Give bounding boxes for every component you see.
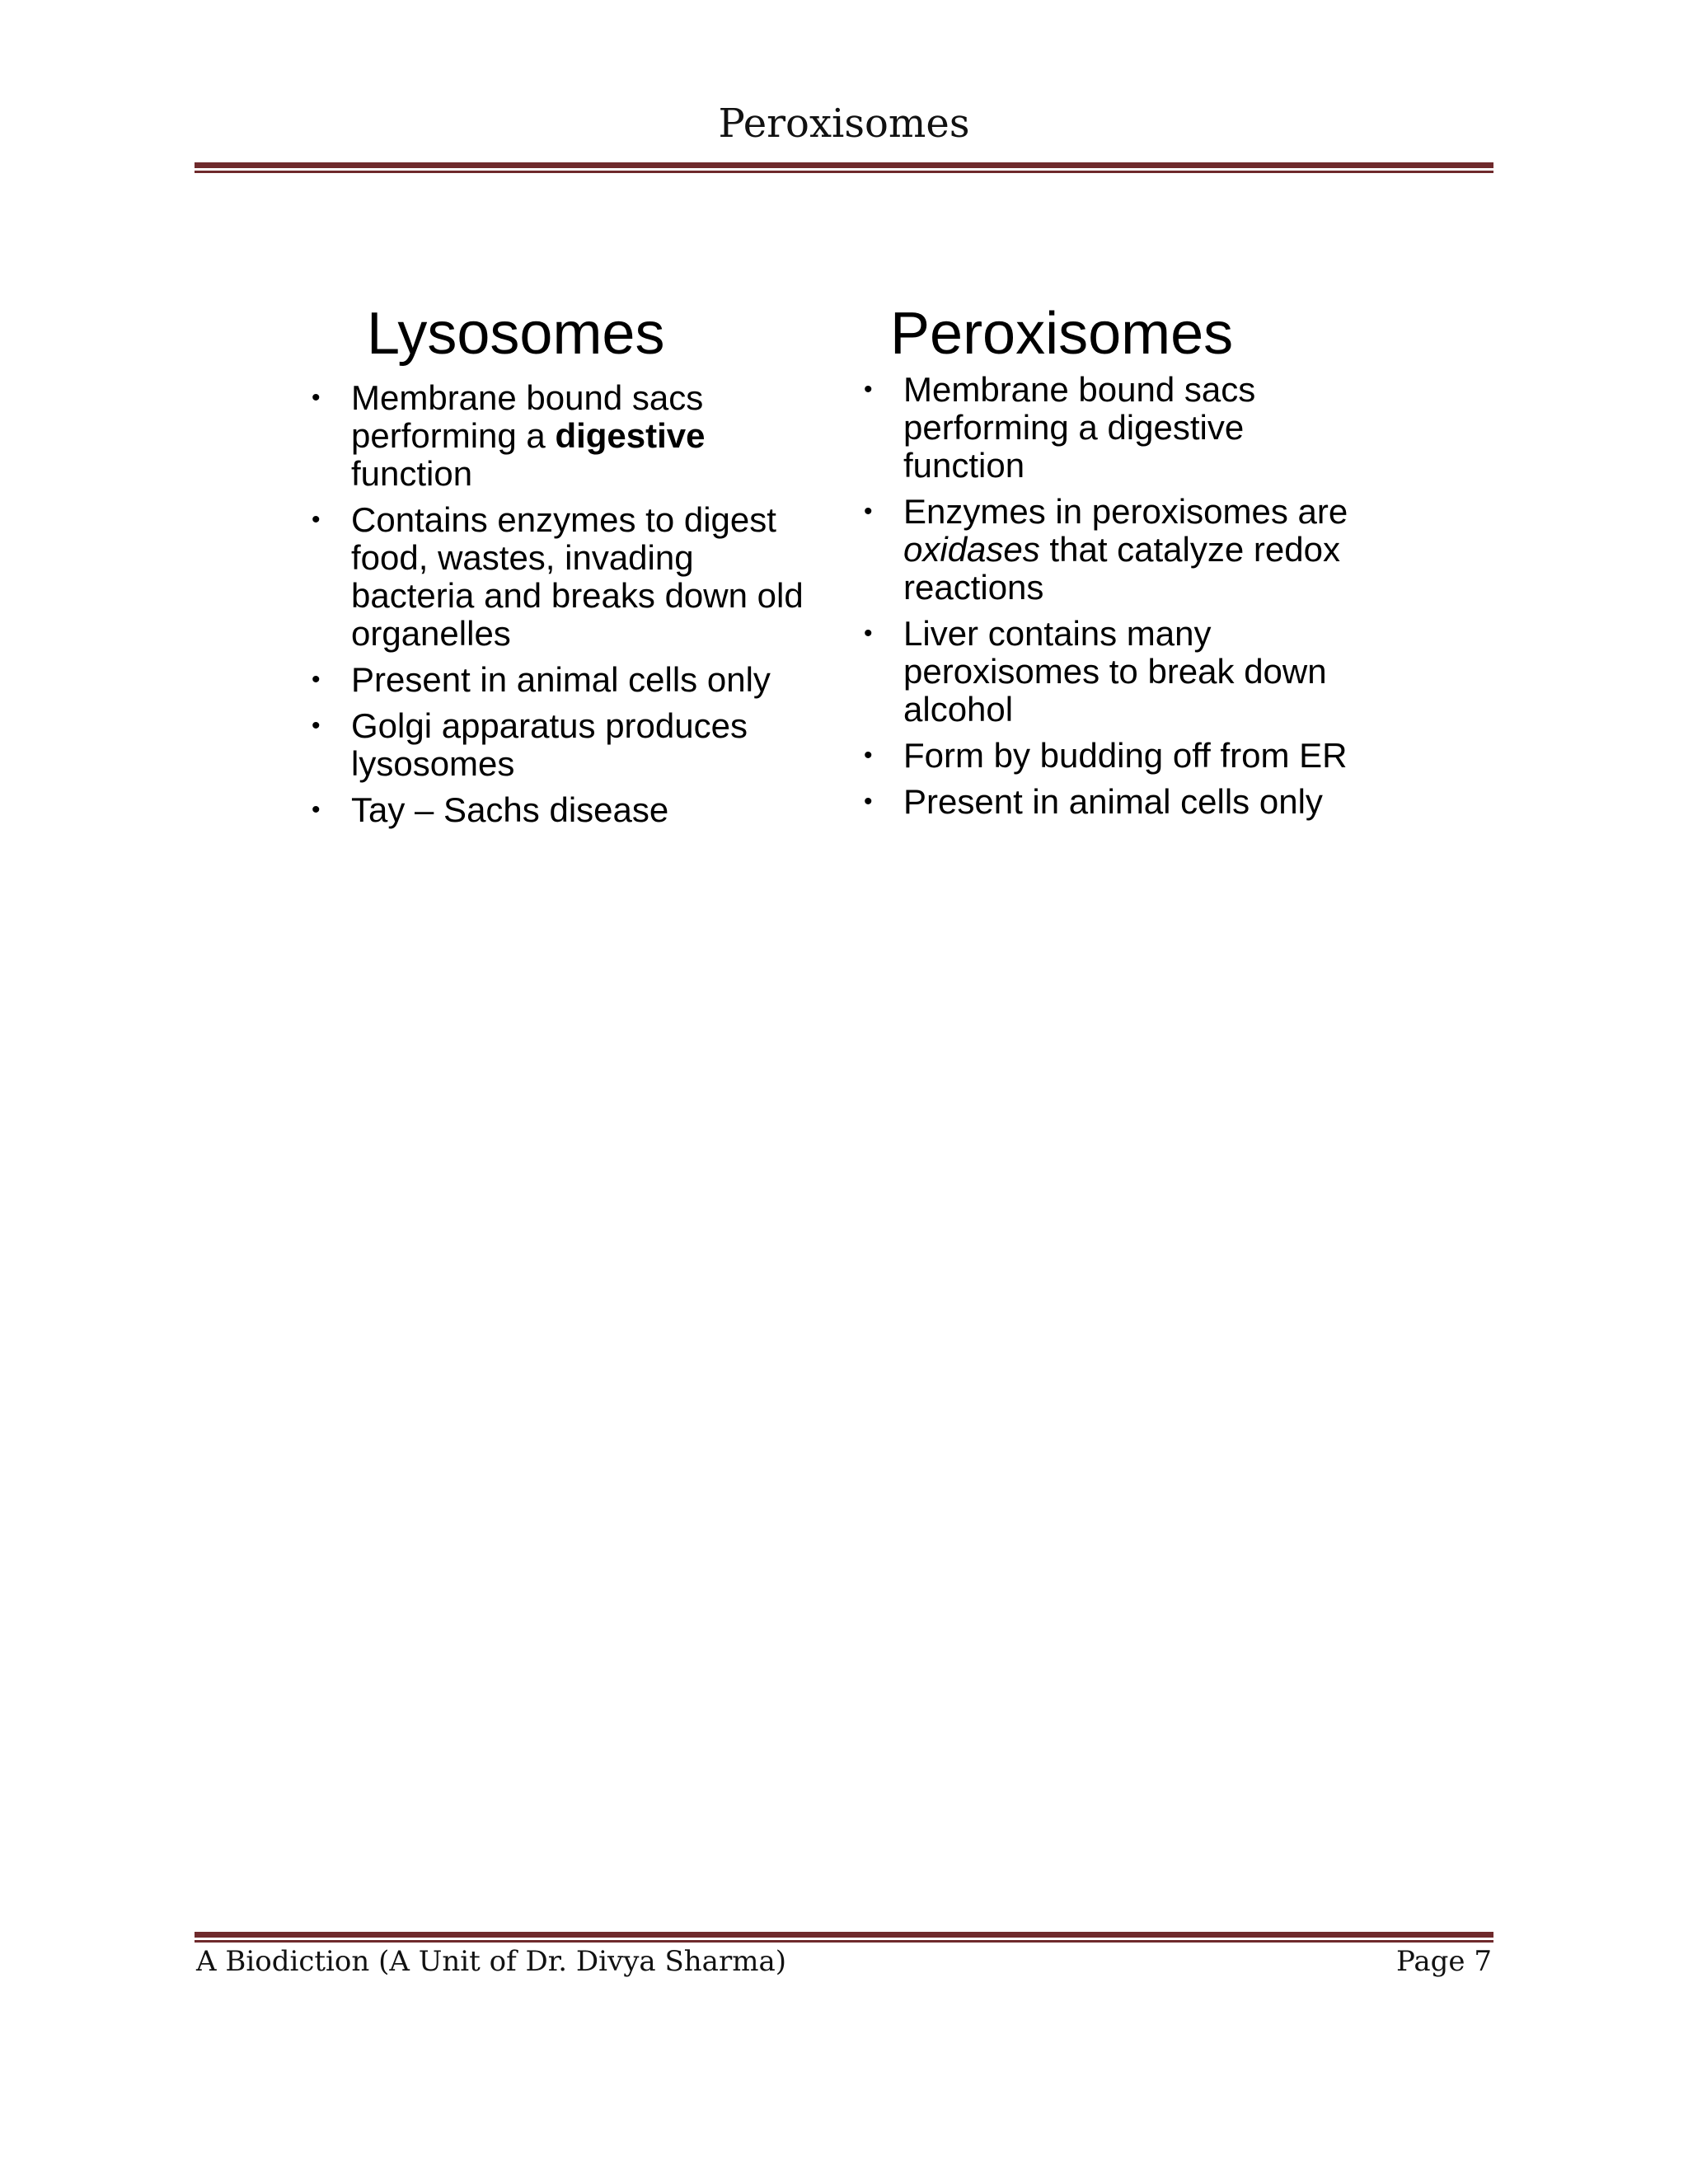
bullet-icon: • (312, 384, 321, 411)
footer-publisher: A Biodiction (A Unit of Dr. Divya Sharma) (196, 1945, 786, 1978)
bullet-icon: • (864, 620, 873, 647)
bullet-text: Golgi apparatus produces lysosomes (351, 706, 748, 783)
list-item (305, 661, 816, 699)
bullet-icon: • (864, 788, 873, 815)
comparison-slide-image (305, 297, 1368, 948)
bullet-icon: • (864, 742, 873, 769)
bullet-text: Liver contains many peroxisomes to break down alcohol (903, 614, 1327, 729)
bullet-text: Present in animal cells only (903, 782, 1323, 821)
bullet-text: Form by budding off from ER (903, 736, 1348, 775)
list-item (305, 707, 816, 783)
bullet-text: Enzymes in peroxisomes are oxidases that catalyze redox reactions (903, 492, 1348, 607)
page-number: Page 7 (1396, 1945, 1492, 1978)
bullet-icon: • (312, 666, 321, 693)
lysosomes-bullet-list (305, 379, 816, 837)
header-rule (195, 162, 1493, 173)
emphasis-text: oxidases (903, 530, 1040, 569)
bullet-icon: • (312, 796, 321, 823)
bullet-text: Contains enzymes to digest food, wastes, invading bacteria and breaks down old organelles (351, 500, 804, 653)
bullet-text: Membrane bound sacs performing a digestive function (351, 378, 706, 493)
bullet-text: Present in animal cells only (351, 660, 771, 699)
bullet-icon: • (864, 376, 873, 403)
bullet-text: Membrane bound sacs performing a digestive function (903, 370, 1256, 485)
list-item (857, 737, 1360, 775)
emphasis-text: digestive (555, 416, 706, 455)
bullet-text: Tay – Sachs disease (351, 790, 669, 829)
list-item (857, 371, 1360, 485)
list-item (857, 783, 1360, 821)
list-item (857, 493, 1360, 607)
list-item (857, 615, 1360, 729)
peroxisomes-heading: Peroxisomes (890, 301, 1234, 367)
list-item (305, 379, 816, 493)
page-header-title: Peroxisomes (718, 101, 970, 147)
bullet-icon: • (312, 506, 321, 533)
lysosomes-heading: Lysosomes (367, 301, 665, 367)
list-item (305, 501, 816, 653)
bullet-icon: • (312, 712, 321, 739)
peroxisomes-bullet-list (857, 371, 1360, 829)
list-item (305, 791, 816, 829)
bullet-icon: • (864, 498, 873, 525)
